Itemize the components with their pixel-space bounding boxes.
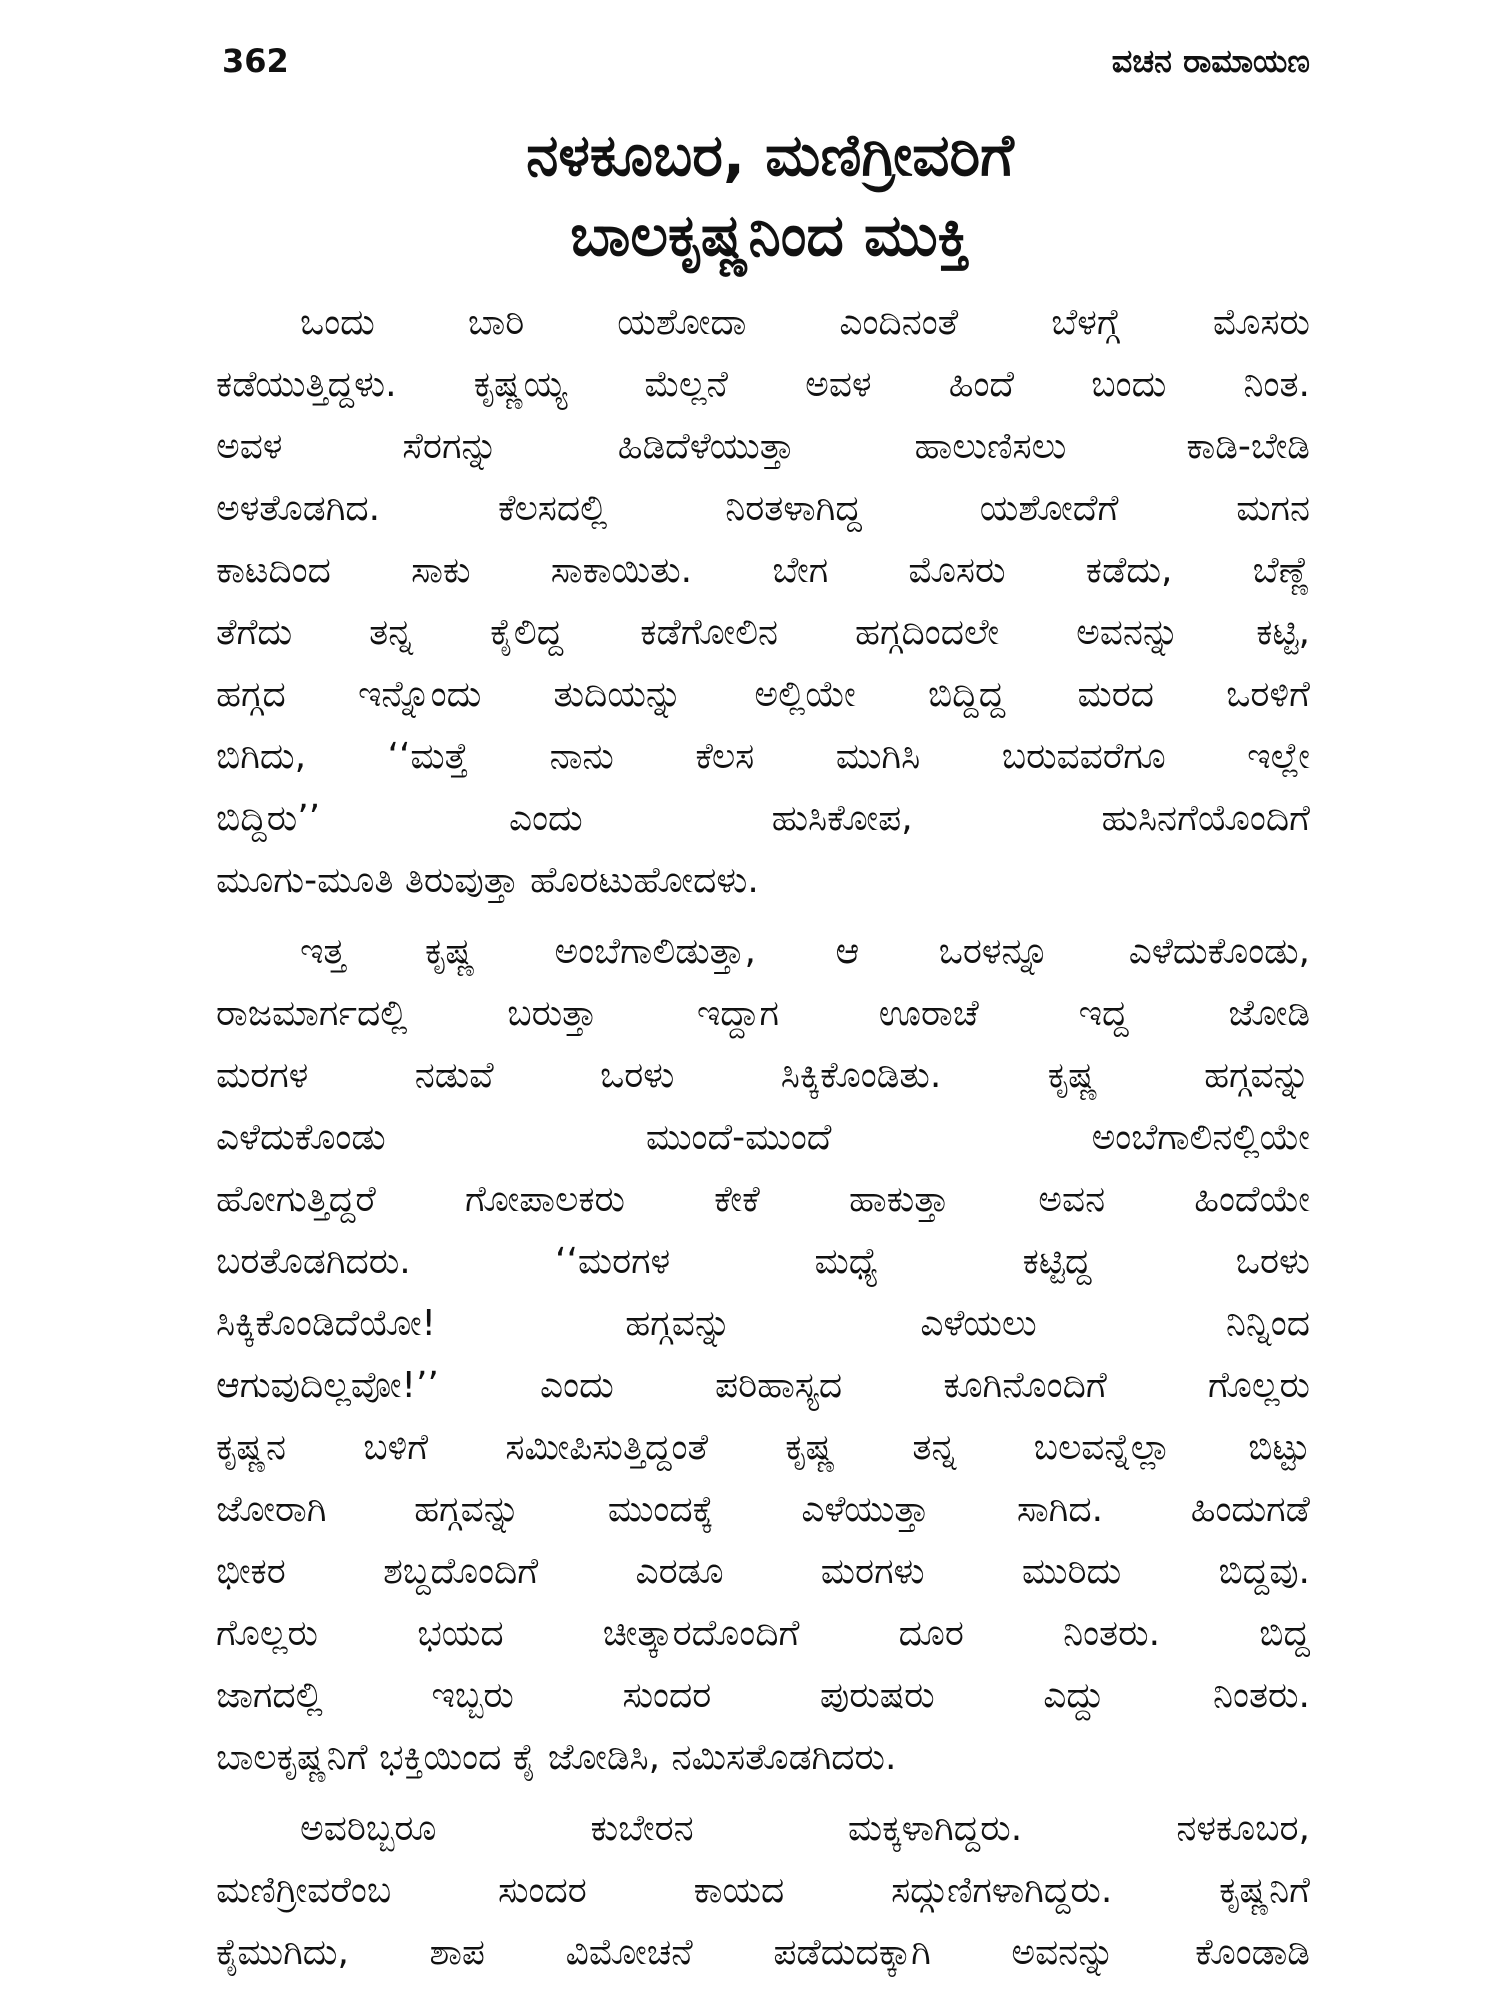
text-line: ಬಿದ್ದಿರು’’ ಎಂದು ಹುಸಿಕೋಪ, ಹುಸಿನಗೆಯೊಂದಿಗೆ: [216, 798, 1310, 839]
running-title: ವಚನ ರಾಮಾಯಣ: [1111, 42, 1310, 80]
text-line: ಬಾಲಕೃಷ್ಣನಿಗೆ ಭಕ್ತಿಯಿಂದ ಕೈ ಜೋಡಿಸಿ, ನಮಿಸತೊಡಗಿದರು.: [216, 1737, 897, 1778]
text-line: ಅವರಿಬ್ಬರೂ ಕುಬೇರನ ಮಕ್ಕಳಾಗಿದ್ದರು. ನಳಕೂಬರ,: [300, 1808, 1310, 1849]
text-line: ಮರಗಳ ನಡುವೆ ಒರಳು ಸಿಕ್ಕಿಕೊಂಡಿತು. ಕೃಷ್ಣ ಹಗ್ಗವನ್ನು: [216, 1055, 1310, 1096]
page-number: 362: [222, 42, 289, 80]
text-line: ಸಿಕ್ಕಿಕೊಂಡಿದೆಯೋ! ಹಗ್ಗವನ್ನು ಎಳೆಯಲು ನಿನ್ನಿಂದ: [216, 1303, 1310, 1344]
text-line: ಮೂಗು-ಮೂತಿ ತಿರುವುತ್ತಾ ಹೊರಟುಹೋದಳು.: [216, 860, 759, 901]
chapter-title-line-1: ನಳಕೂಬರ, ಮಣಿಗ್ರೀವರಿಗೆ: [526, 121, 1014, 189]
text-line: ಇತ್ತ ಕೃಷ್ಣ ಅಂಬೆಗಾಲಿಡುತ್ತಾ, ಆ ಒರಳನ್ನೂ ಎಳೆದುಕೊಂಡು,: [300, 931, 1310, 972]
text-line: ಬರತೊಡಗಿದರು. ‘‘ಮರಗಳ ಮಧ್ಯೆ ಕಟ್ಟಿದ್ದ ಒರಳು: [216, 1241, 1310, 1282]
text-line: ಗೊಲ್ಲರು ಭಯದ ಚೀತ್ಕಾರದೊಂದಿಗೆ ದೂರ ನಿಂತರು. ಬಿದ್ದ: [216, 1613, 1310, 1654]
text-line: ಒಂದು ಬಾರಿ ಯಶೋದಾ ಎಂದಿನಂತೆ ಬೆಳಗ್ಗೆ ಮೊಸರು: [300, 302, 1310, 343]
paragraph: [216, 921, 1310, 1789]
text-line: ಆಗುವುದಿಲ್ಲವೋ!’’ ಎಂದು ಪರಿಹಾಸ್ಯದ ಕೂಗಿನೊಂದಿಗೆ ಗೊಲ್ಲರು: [216, 1365, 1310, 1406]
paragraph: [216, 292, 1310, 912]
text-line: ಕೃಷ್ಣನ ಬಳಿಗೆ ಸಮೀಪಿಸುತ್ತಿದ್ದಂತೆ ಕೃಷ್ಣ ತನ್ನ ಬಲವನ್ನೆಲ್ಲಾ ಬಿಟ್ಟು: [216, 1427, 1310, 1468]
text-line: ಮಣಿಗ್ರೀವರೆಂಬ ಸುಂದರ ಕಾಯದ ಸದ್ಗುಣಿಗಳಾಗಿದ್ದರು. ಕೃಷ್ಣನಿಗೆ: [216, 1870, 1310, 1911]
body-text: [216, 292, 1310, 1993]
text-line: ಹಗ್ಗದ ಇನ್ನೊಂದು ತುದಿಯನ್ನು ಅಲ್ಲಿಯೇ ಬಿದ್ದಿದ್ದ ಮರದ ಒರಳಿಗೆ: [216, 674, 1310, 715]
text-line: ಹೋಗುತ್ತಿದ್ದರೆ ಗೋಪಾಲಕರು ಕೇಕೆ ಹಾಕುತ್ತಾ ಅವನ ಹಿಂದೆಯೇ: [216, 1179, 1310, 1220]
paragraph: [216, 1798, 1310, 1984]
text-line: ಕೈಮುಗಿದು, ಶಾಪ ವಿಮೋಚನೆ ಪಡೆದುದಕ್ಕಾಗಿ ಅವನನ್ನು ಕೊಂಡಾಡಿ: [216, 1932, 1310, 1973]
chapter-title-line-2: ಬಾಲಕೃಷ್ಣನಿಂದ ಮುಕ್ತಿ: [570, 201, 970, 269]
text-line: ಕಡೆಯುತ್ತಿದ್ದಳು. ಕೃಷ್ಣಯ್ಯ ಮೆಲ್ಲನೆ ಅವಳ ಹಿಂದೆ ಬಂದು ನಿಂತ.: [216, 364, 1310, 405]
text-line: ಬಿಗಿದು, ‘‘ಮತ್ತೆ ನಾನು ಕೆಲಸ ಮುಗಿಸಿ ಬರುವವರೆಗೂ ಇಲ್ಲೇ: [216, 736, 1310, 777]
text-line: ಕಾಟದಿಂದ ಸಾಕು ಸಾಕಾಯಿತು. ಬೇಗ ಮೊಸರು ಕಡೆದು, ಬೆಣ್ಣೆ: [216, 550, 1310, 591]
text-line: ಜೋರಾಗಿ ಹಗ್ಗವನ್ನು ಮುಂದಕ್ಕೆ ಎಳೆಯುತ್ತಾ ಸಾಗಿದ. ಹಿಂದುಗಡೆ: [216, 1489, 1310, 1530]
text-line: ಅವಳ ಸೆರಗನ್ನು ಹಿಡಿದೆಳೆಯುತ್ತಾ ಹಾಲುಣಿಸಲು ಕಾಡಿ-ಬೇಡಿ: [216, 426, 1310, 467]
text-line: ಭೀಕರ ಶಬ್ದದೊಂದಿಗೆ ಎರಡೂ ಮರಗಳು ಮುರಿದು ಬಿದ್ದವು.: [216, 1551, 1310, 1592]
text-line: ಅಳತೊಡಗಿದ. ಕೆಲಸದಲ್ಲಿ ನಿರತಳಾಗಿದ್ದ ಯಶೋದೆಗೆ ಮಗನ: [216, 488, 1310, 529]
text-line: ರಾಜಮಾರ್ಗದಲ್ಲಿ ಬರುತ್ತಾ ಇದ್ದಾಗ ಊರಾಚೆ ಇದ್ದ ಜೋಡಿ: [216, 993, 1310, 1034]
text-line: ಎಳೆದುಕೊಂಡು ಮುಂದೆ-ಮುಂದೆ ಅಂಬೆಗಾಲಿನಲ್ಲಿಯೇ: [216, 1117, 1310, 1158]
text-line: ತೆಗೆದು ತನ್ನ ಕೈಲಿದ್ದ ಕಡೆಗೋಲಿನ ಹಗ್ಗದಿಂದಲೇ ಅವನನ್ನು ಕಟ್ಟಿ,: [216, 612, 1310, 653]
text-line: ಜಾಗದಲ್ಲಿ ಇಬ್ಬರು ಸುಂದರ ಪುರುಷರು ಎದ್ದು ನಿಂತರು.: [216, 1675, 1310, 1716]
